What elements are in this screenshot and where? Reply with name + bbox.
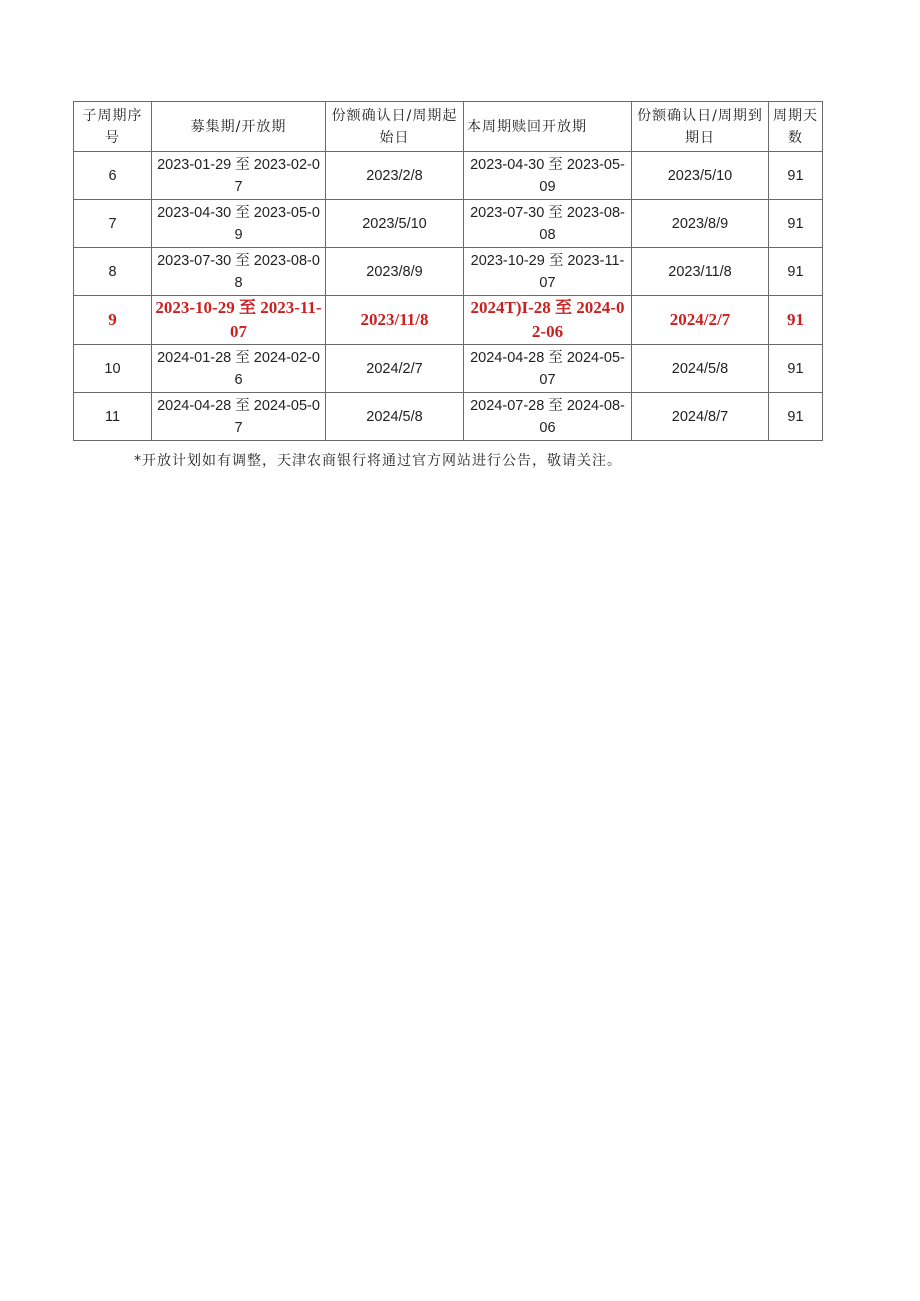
table-row xyxy=(74,200,823,248)
cell-end-date: 2024/2/7 xyxy=(632,296,769,345)
cell-subscription: 2023-04-30 至 2023-05-09 xyxy=(152,200,326,248)
table-row xyxy=(74,248,823,296)
cell-end-date: 2024/5/8 xyxy=(632,345,769,393)
cell-days: 91 xyxy=(769,248,823,296)
cell-seq: 6 xyxy=(74,152,152,200)
cell-redemption: 2024-07-28 至 2024-08-06 xyxy=(464,393,632,441)
table-row xyxy=(74,345,823,393)
cell-seq: 10 xyxy=(74,345,152,393)
cell-end-date: 2024/8/7 xyxy=(632,393,769,441)
cell-start-date: 2024/5/8 xyxy=(326,393,464,441)
cell-subscription: 2023-07-30 至 2023-08-08 xyxy=(152,248,326,296)
header-redemption-period: 本周期赎回开放期 xyxy=(464,102,632,152)
cell-redemption: 2023-07-30 至 2023-08-08 xyxy=(464,200,632,248)
header-start-date: 份额确认日/周期起始日 xyxy=(326,102,464,152)
cell-start-date: 2023/5/10 xyxy=(326,200,464,248)
cell-subscription: 2024-04-28 至 2024-05-07 xyxy=(152,393,326,441)
cell-seq: 8 xyxy=(74,248,152,296)
footnote: *开放计划如有调整，天津农商银行将通过官方网站进行公告，敬请关注。 xyxy=(134,453,622,469)
table-row xyxy=(74,393,823,441)
cell-redemption: 2024-04-28 至 2024-05-07 xyxy=(464,345,632,393)
cell-seq: 7 xyxy=(74,200,152,248)
table-header-row xyxy=(74,102,823,152)
cell-end-date: 2023/5/10 xyxy=(632,152,769,200)
header-cycle-seq: 子周期序号 xyxy=(74,102,152,152)
cell-start-date: 2023/11/8 xyxy=(326,296,464,345)
cell-start-date: 2023/8/9 xyxy=(326,248,464,296)
cell-subscription: 2024-01-28 至 2024-02-06 xyxy=(152,345,326,393)
cell-subscription: 2023-01-29 至 2023-02-07 xyxy=(152,152,326,200)
cell-days: 91 xyxy=(769,345,823,393)
cell-redemption: 2023-04-30 至 2023-05-09 xyxy=(464,152,632,200)
cell-days: 91 xyxy=(769,296,823,345)
header-cycle-days: 周期天数 xyxy=(769,102,823,152)
cell-end-date: 2023/8/9 xyxy=(632,200,769,248)
cell-days: 91 xyxy=(769,393,823,441)
cycle-schedule-table xyxy=(73,101,823,441)
cell-seq: 9 xyxy=(74,296,152,345)
cell-start-date: 2023/2/8 xyxy=(326,152,464,200)
table-row-current xyxy=(74,296,823,345)
cell-subscription: 2023-10-29 至 2023-11-07 xyxy=(152,296,326,345)
cell-seq: 11 xyxy=(74,393,152,441)
header-subscription-period: 募集期/开放期 xyxy=(152,102,326,152)
cell-days: 91 xyxy=(769,200,823,248)
cell-redemption: 2023-10-29 至 2023-11-07 xyxy=(464,248,632,296)
table-row xyxy=(74,152,823,200)
header-end-date: 份额确认日/周期到期日 xyxy=(632,102,769,152)
cell-end-date: 2023/11/8 xyxy=(632,248,769,296)
schedule-sheet xyxy=(73,101,822,441)
cell-start-date: 2024/2/7 xyxy=(326,345,464,393)
cell-days: 91 xyxy=(769,152,823,200)
cell-redemption: 2024T)I-28 至 2024-02-06 xyxy=(464,296,632,345)
